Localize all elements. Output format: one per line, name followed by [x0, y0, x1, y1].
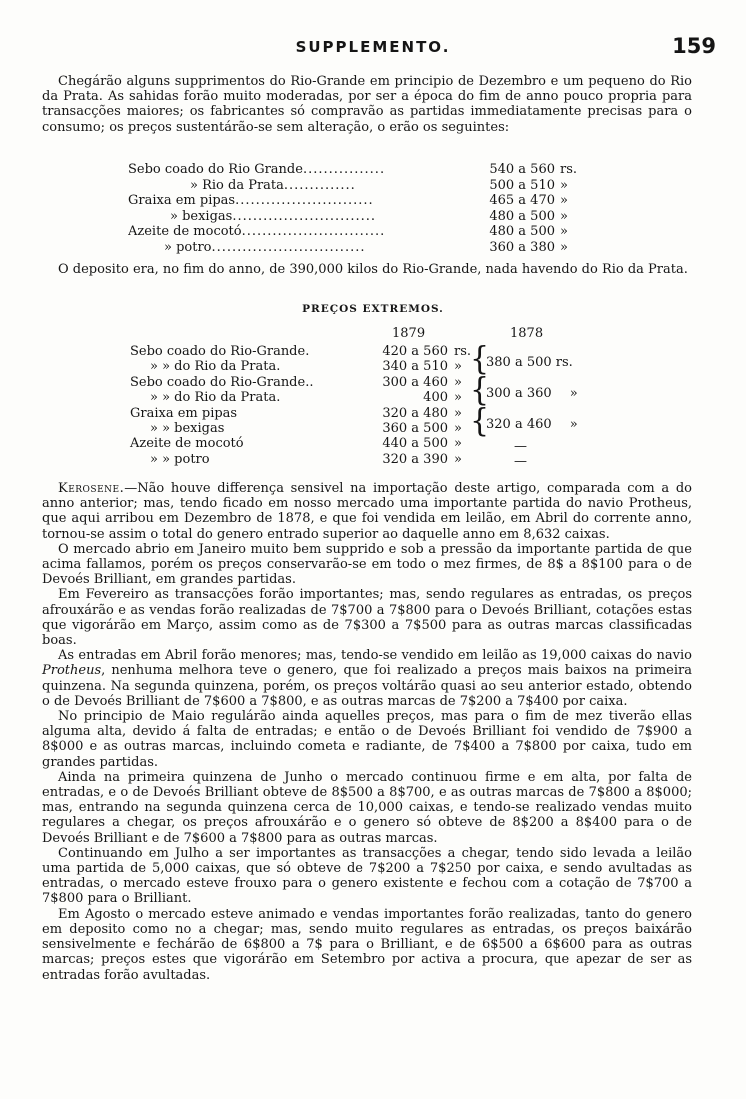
product-name: » » do Rio da Prata. — [150, 359, 281, 375]
price-unit: rs. — [454, 344, 472, 359]
leader-dots: ........................... — [235, 193, 374, 208]
price-unit: » — [454, 390, 462, 406]
price-unit: rs. — [560, 162, 578, 177]
product-name: Sebo coado do Rio Grande — [128, 162, 303, 177]
price-range: 440 a 500 — [382, 436, 448, 452]
product-name: » » bexigas — [150, 420, 225, 436]
product-name: » bexigas — [170, 208, 233, 224]
price-row — [128, 240, 588, 256]
page-number: 159 — [672, 34, 716, 58]
range-1878: 320 a 460 » — [486, 417, 578, 432]
kerosene-paragraph: Em Agosto o mercado esteve animado e vendas importantes forão realizadas, tanto do genero em deposito como no a chegar; mas, sendo muito regulares as entradas, os preços baixárão sensivelmente e fechárão de 6$800 a 7$ para o Brilliant, e de 6$500 a 6$600 para as outras marcas; preços estes que vigorárão em Setembro por activa a procura, que apezar de ser as entradas forão avultadas. — [42, 906, 692, 983]
year-1878: 1878 — [510, 326, 544, 341]
price-row — [128, 193, 588, 209]
intro-paragraph: Chegárão alguns supprimentos do Rio-Grande em principio de Dezembro e um pequeno do Rio da Prata. As sahidas forão muito moderadas, por ser a época do fim de anno pouco propria para transacções maiores; os fabricantes só compravão as partidas immediatamente precisas para o consumo; os preços sustentárão-se sem alteração, o erão os seguintes: — [42, 74, 692, 135]
price-unit: » — [560, 224, 568, 239]
brace-icon: { — [470, 403, 490, 440]
intro-section — [42, 74, 692, 135]
price-unit: » — [454, 451, 462, 467]
ship-name: Protheus — [42, 663, 102, 679]
price-range: 480 a 500 — [489, 224, 555, 239]
kerosene-paragraph: No principio de Maio regulárão ainda aquelles preços, mas para o fim de mez tiverão ellas alguma alta, devido á falta de entradas; e então o de Devoés Brilliant foi vendido de 7$900 a 8$000 e as outras marcas, incluindo cometa e radiante, de 7$400 a 7$800 por caixa, tudo em grandes partidas. — [42, 709, 692, 770]
range-1878: 300 a 360 » — [486, 386, 578, 401]
product-name: » » potro — [150, 451, 210, 467]
product-name: Azeite de mocotó — [128, 224, 242, 239]
product-name: Graixa em pipas — [130, 405, 238, 421]
kerosene-paragraph: Continuando em Julho a ser importantes as transacções a chegar, tendo sido levada a leilão uma partida de 5,000 caixas, que só obteve de 7$200 a 7$250 por caixa, e sendo avultadas as entradas, o mercado esteve frouxo para o genero existente e fechou com a cotação de 7$700 a 7$800 para o Brilliant. — [42, 845, 692, 907]
product-name: Sebo coado do Rio-Grande. — [130, 344, 310, 359]
price-range: 500 a 510 — [489, 177, 555, 193]
price-range: 340 a 510 — [382, 359, 448, 375]
price-list — [128, 162, 588, 255]
extremes-row — [130, 436, 610, 451]
extremes-table — [130, 326, 610, 467]
extremes-heading: PREÇOS EXTREMOS. — [302, 303, 444, 315]
year-1879: 1879 — [392, 326, 426, 341]
price-range: 480 a 500 — [489, 208, 555, 224]
price-unit: » — [560, 239, 568, 255]
product-name: Sebo coado do Rio-Grande.. — [130, 374, 314, 390]
product-name: Azeite de mocotó — [130, 436, 244, 452]
extremes-row — [130, 452, 610, 467]
price-unit: » — [454, 359, 462, 375]
price-unit: » — [560, 208, 568, 224]
dash-1878: — — [514, 454, 527, 469]
price-row — [128, 209, 588, 225]
price-unit: » — [454, 420, 462, 436]
leader-dots: ............................ — [232, 208, 377, 224]
dash-1878: — — [514, 439, 527, 454]
price-range: 300 a 460 — [382, 374, 448, 390]
price-range: 540 a 560 — [489, 162, 555, 177]
price-range: 320 a 390 — [382, 451, 448, 467]
price-range: 360 a 500 — [382, 420, 448, 436]
range-1878: 380 a 500 rs. — [486, 355, 573, 370]
kerosene-paragraph: Ainda na primeira quinzena de Junho o mercado continuou firme e em alta, por falta de entradas, e o de Devoés Brilliant obteve de 8$500 a 8$700, e as outras marcas de 7$800 a 8$000; mas, entrando na segunda quinzena cerca de 10,000 caixas, e tendo-se realizado vendas muito regulares a chegar, os preços afrouxárão e o genero só obteve de 8$200 a 8$400 para o de Devoés Brilliant e de 7$600 a 7$800 para as outras marcas. — [42, 769, 692, 846]
product-name: » potro — [164, 239, 212, 255]
price-range: 400 — [423, 390, 448, 406]
price-row — [128, 178, 588, 194]
deposit-section — [42, 262, 692, 277]
kerosene-section — [42, 481, 692, 983]
brace-icon: { — [470, 341, 490, 378]
price-range: 420 a 560 — [382, 344, 448, 359]
deposit-paragraph: O deposito era, no fim do anno, de 390,000 kilos do Rio-Grande, nada havendo do Rio da Prata. — [58, 262, 688, 277]
product-name: Graixa em pipas — [128, 193, 236, 208]
product-name: » » do Rio da Prata. — [150, 390, 281, 406]
price-unit: » — [454, 374, 462, 390]
leader-dots: .............................. — [211, 239, 366, 255]
price-range: 465 a 470 — [489, 193, 555, 208]
price-row — [128, 224, 588, 240]
kerosene-paragraph: Em Fevereiro as transacções forão importantes; mas, sendo regulares as entradas, os preços afrouxárão e as vendas forão realizadas de 7$700 a 7$800 para o Devoés Brilliant, cotações estas que vigorárão em Março, assim como as de 7$300 a 7$500 para as outras marcas classificadas boas. — [42, 587, 692, 649]
price-unit: » — [560, 193, 568, 208]
product-name: » Rio da Prata — [190, 177, 284, 193]
price-unit: » — [454, 405, 462, 421]
page-header-title: SUPPLEMENTO. — [295, 38, 451, 56]
price-unit: » — [454, 436, 462, 452]
leader-dots: ............................ — [241, 224, 386, 239]
kerosene-paragraph: As entradas em Abril forão menores; mas, tendo-se vendido em leilão as 19,000 caixas do navio Protheus, nenhuma melhora teve o genero, que foi realizado a preços mais baixos na primeira quinzena. Na segunda quinzena, porém, os preços voltárão quasi ao seu anterior estado, obtendo o de Devoés Brilliant de 7$600 a 7$800, e as outras marcas de 7$200 a 7$400 por caixa. — [42, 648, 692, 709]
price-unit: » — [560, 177, 568, 193]
price-row — [128, 162, 588, 178]
price-range: 360 a 380 — [489, 239, 555, 255]
brace-icon: { — [470, 372, 490, 409]
price-range: 320 a 480 — [382, 405, 448, 421]
kerosene-label: Kerosene. — [58, 481, 125, 496]
kerosene-paragraph: Kerosene.—Não houve differença sensivel na importação deste artigo, comparada com a do anno anterior; mas, tendo ficado em nosso mercado uma importante partida do navio Protheus, que aqui arribou em Dezembro de 1878, e que foi vendida em leilão, em Abril do corrente anno, tornou-se assim o total do genero entrado superior ao daquelle anno em 8,632 caixas. — [42, 481, 692, 542]
kerosene-paragraph: O mercado abrio em Janeiro muito bem supprido e sob a pressão da importante partida de que acima fallamos, porém os preços conservarão-se em todo o mez firmes, de 8$ a 8$100 para o de Devoés Brilliant, em grandes partidas. — [42, 541, 692, 588]
leader-dots: .............. — [283, 177, 356, 193]
leader-dots: ................ — [302, 162, 386, 177]
